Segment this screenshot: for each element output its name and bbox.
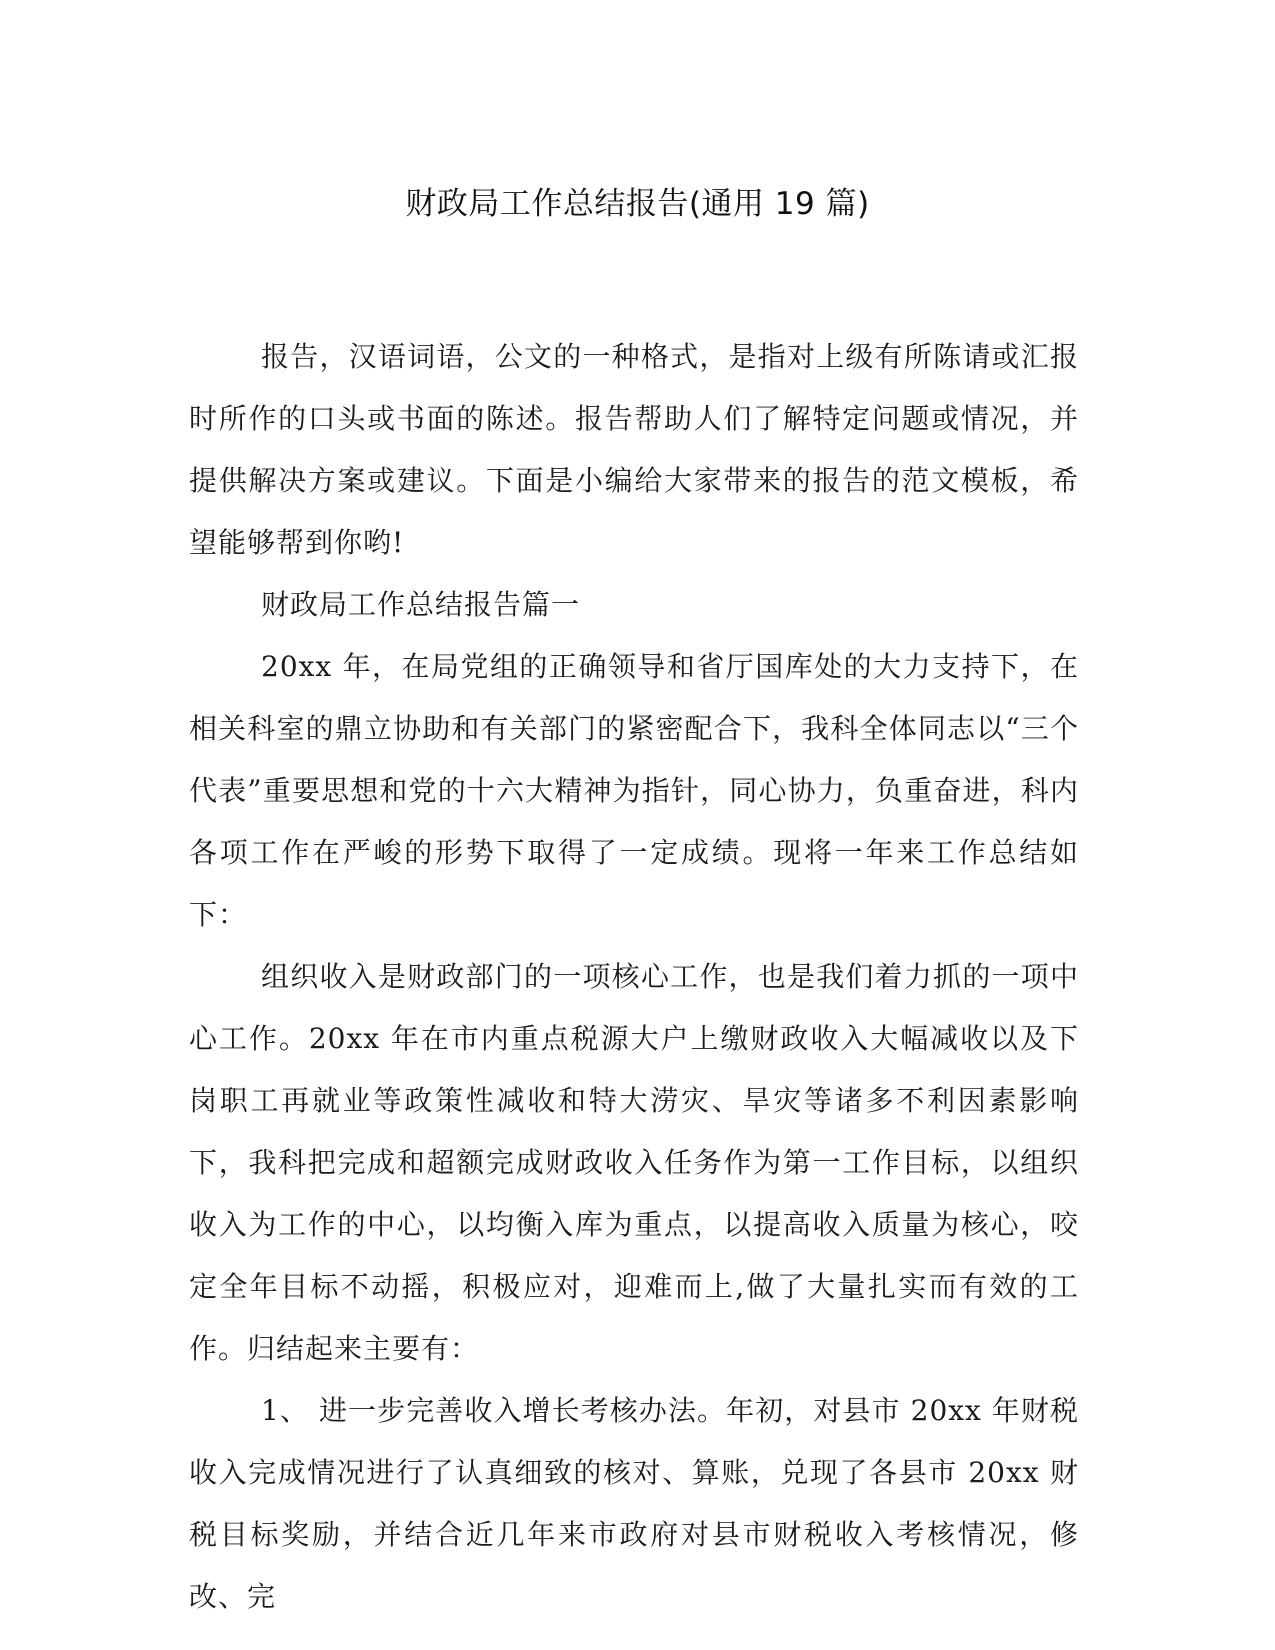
paragraph-revenue: 组织收入是财政部门的一项核心工作，也是我们着力抓的一项中心工作。20xx 年在市内重点税源大户上缴财政收入大幅减收以及下岗职工再就业等政策性减收和特大涝灾、旱灾等诸多不利因素影响下，我科把完成和超额完成财政收入任务作为第一工作目标，以组织收入为工作的中心，以均衡入库为重点，以提高收入质量为核心，咬定全年目标不动摇，积极应对，迎难而上,做了大量扎实而有效的工作。归结起来主要有： [189,960,1079,1365]
section-heading-part-one: 财政局工作总结报告篇一 [261,588,581,621]
paragraph-overview: 20xx 年，在局党组的正确领导和省厅国库处的大力支持下，在相关科室的鼎立协助和有关部门的紧密配合下，我科全体同志以“三个代表”重要思想和党的十六大精神为指针，同心协力，负重奋进，科内各项工作在严峻的形势下取得了一定成绩。现将一年来工作总结如下： [189,650,1079,931]
document-body [189,326,1079,1628]
paragraph-item-1: 1、 进一步完善收入增长考核办法。年初，对县市 20xx 年财税收入完成情况进行了认真细致的核对、算账，兑现了各县市 20xx 财税目标奖励，并结合近几年来市政府对县市财税收入考核情况，修改、完 [189,1394,1079,1613]
paragraph-intro: 报告，汉语词语，公文的一种格式，是指对上级有所陈请或汇报时所作的口头或书面的陈述。报告帮助人们了解特定问题或情况，并提供解决方案或建议。下面是小编给大家带来的报告的范文模板，希望能够帮到你哟! [189,340,1079,559]
document-title: 财政局工作总结报告(通用 19 篇) [405,186,870,222]
